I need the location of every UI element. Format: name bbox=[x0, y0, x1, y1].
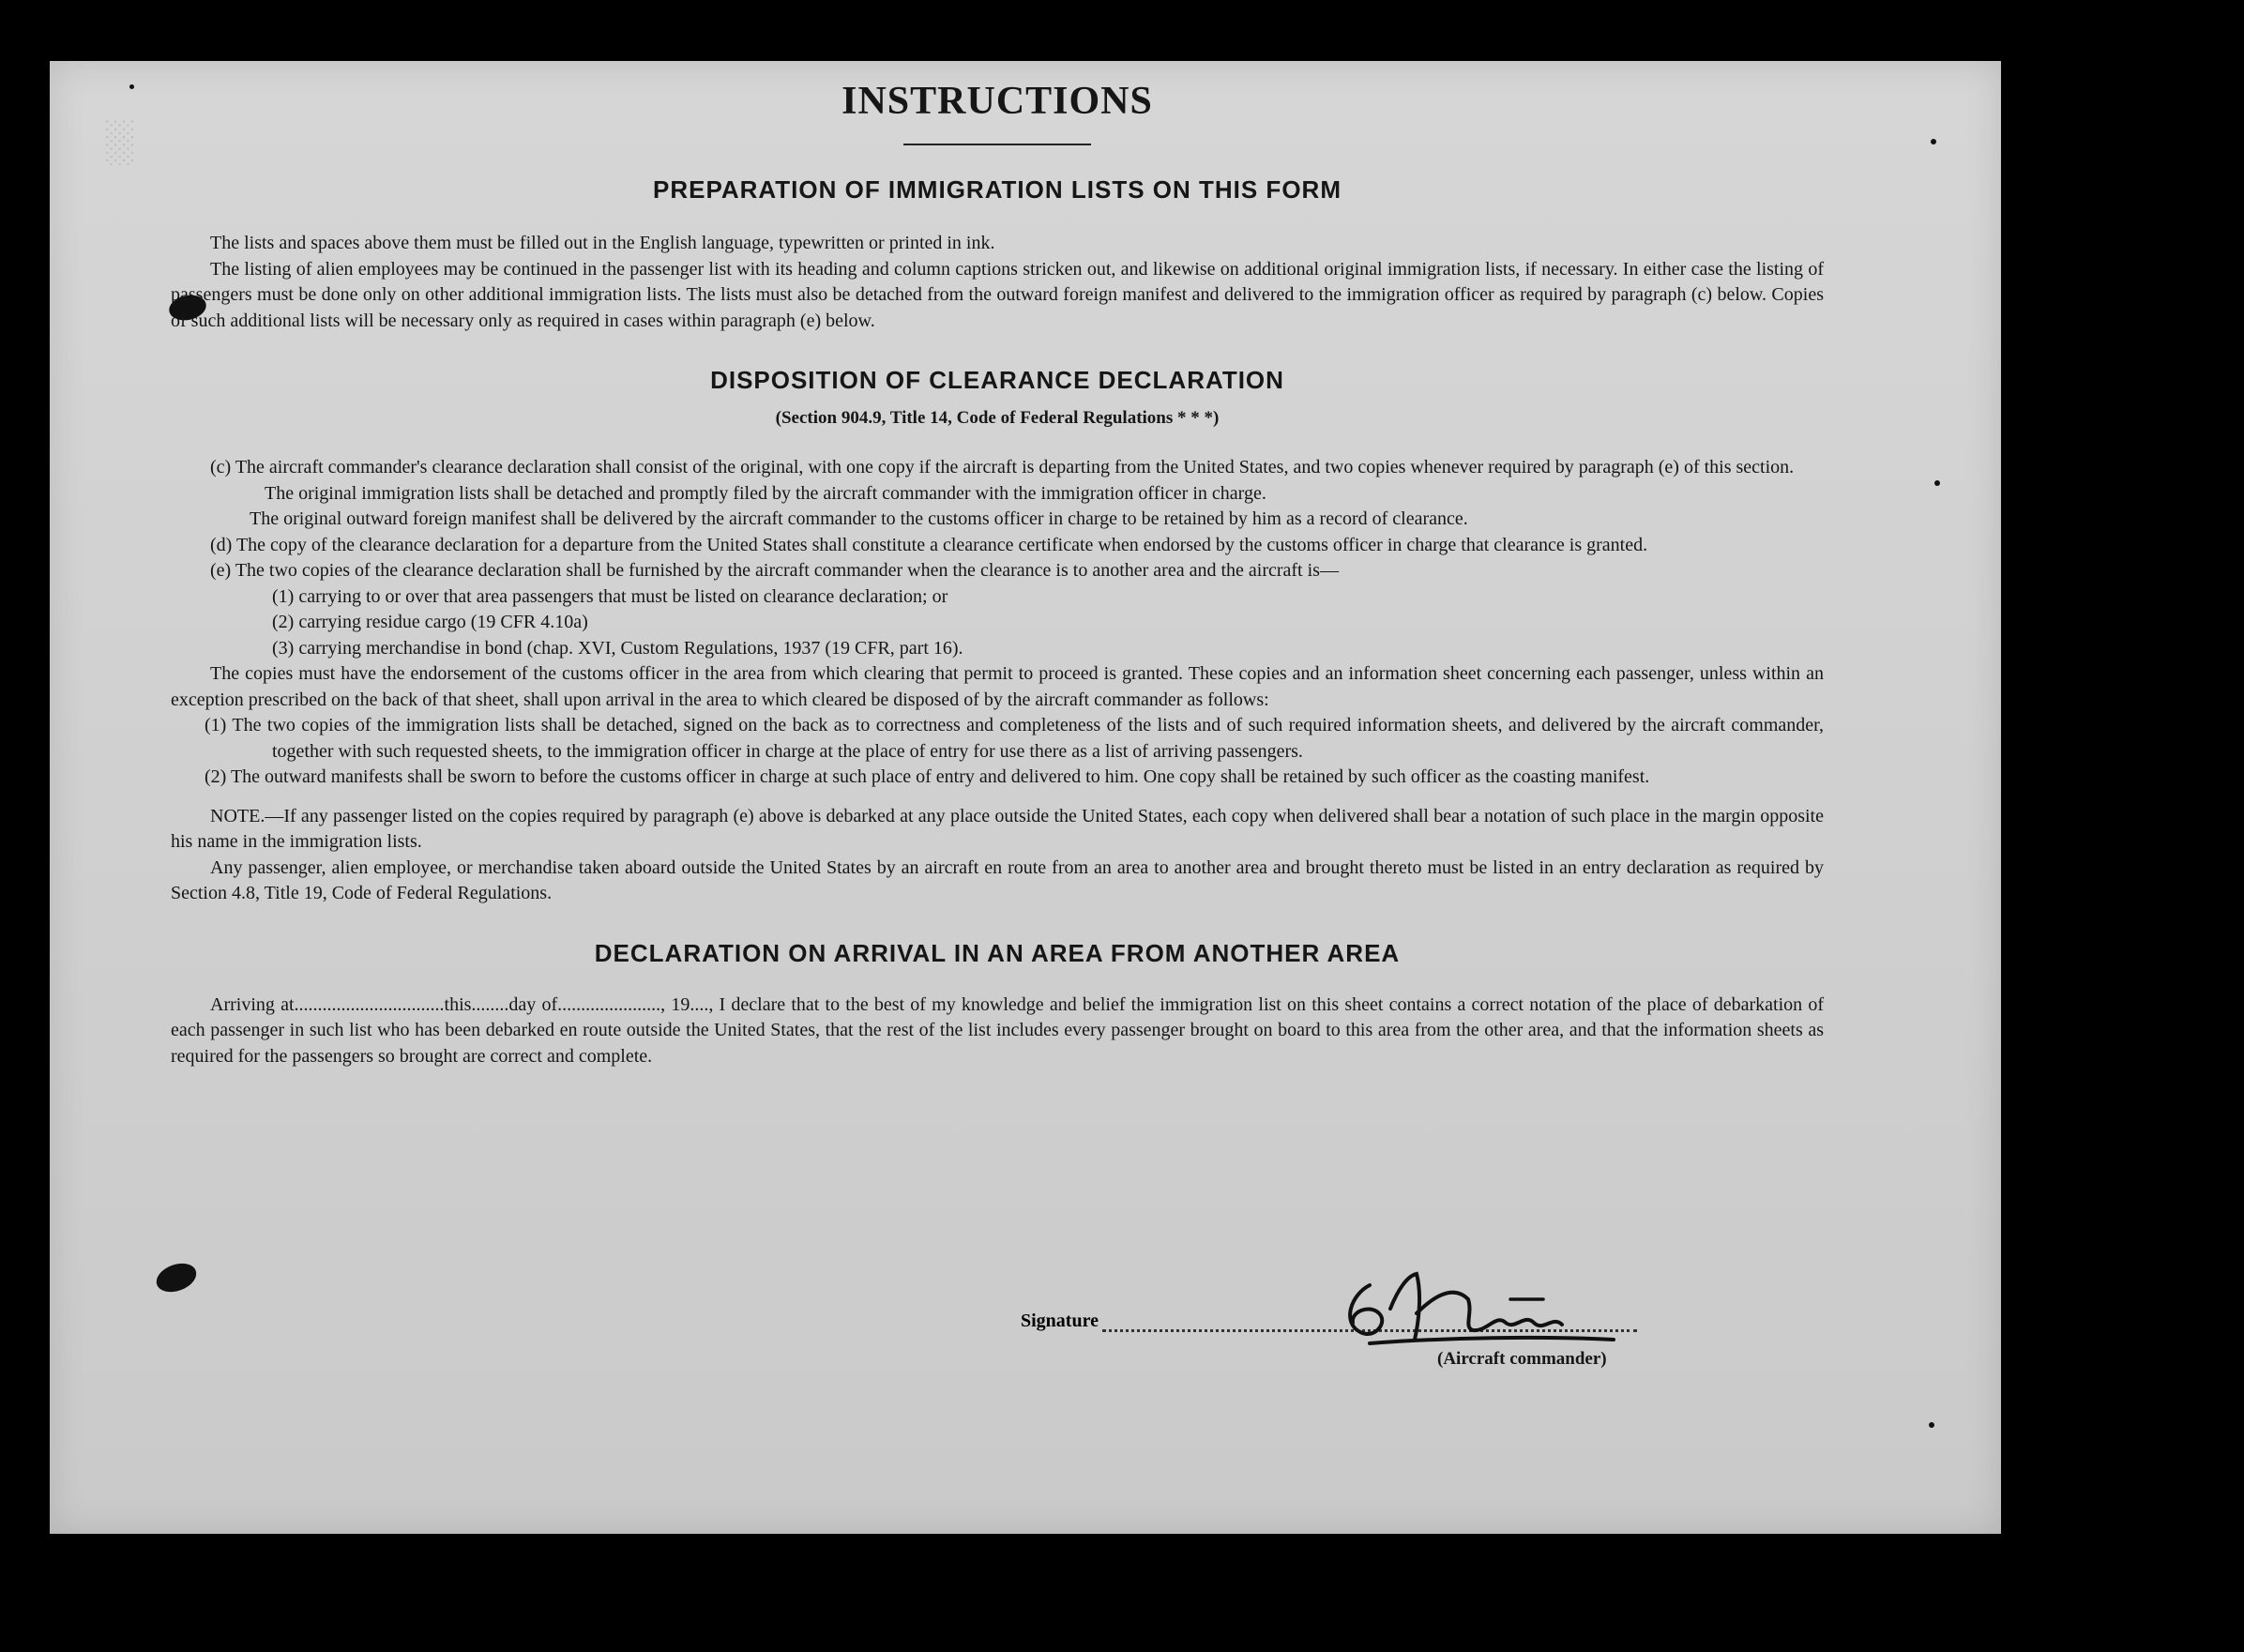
specks bbox=[1929, 1422, 1934, 1428]
paragraph-c: (c) The aircraft commander's clearance declaration shall consist of the original, with one copy if the aircraft is departing from the United States, and two copies whenever required by paragraph (e) of this section. bbox=[210, 457, 1795, 478]
list-item: (2) The outward manifests shall be sworn to before the customs officer in charge at such place of entry and delivered to him. One copy shall be retained by such officer as the coasting manifest. bbox=[205, 766, 1650, 788]
specks bbox=[129, 84, 134, 89]
list-item: (1) carrying to or over that area passengers that must be listed on clearance declaration; or bbox=[272, 585, 948, 607]
paragraph-e: (e) The two copies of the clearance declaration shall be furnished by the aircraft commander when the clearance is to another area and the aircraft is— bbox=[210, 560, 1339, 582]
declaration-paragraph: Arriving at................................this........day of......................, 19...., I declare that to the best of my knowledge and belief the immigration list on this sheet contains a correct notation of the place of debarkation of each passenger in such list who has been debarked en route outside the United States, that the rest of the list includes every passenger brought on board to this area from the other area, and that the information sheets as required for the passengers so brought are correct and complete. bbox=[171, 993, 1824, 1067]
section-heading-declaration: DECLARATION ON ARRIVAL IN AN AREA FROM ANOTHER AREA bbox=[594, 938, 1401, 967]
section-heading-disposition: DISPOSITION OF CLEARANCE DECLARATION bbox=[710, 366, 1284, 395]
note-paragraph: NOTE.—If any passenger listed on the copies required by paragraph (e) above is debarked at any place outside the United States, each copy when delivered shall bear a notation of such place in the margin opposite his name in the immigration lists. bbox=[171, 805, 1824, 853]
section-heading-preparation: PREPARATION OF IMMIGRATION LISTS ON THIS FORM bbox=[653, 175, 1342, 205]
section-citation: (Section 904.9, Title 14, Code of Federal Regulations * * *) bbox=[775, 408, 1220, 429]
list-item: (1) The two copies of the immigration lists shall be detached, signed on the back as to correctness and completeness of the lists and of such required information sheets, and delivered by the aircraft commander, together with such requested sheets, to the immigration officer in charge at the place of entry for use there as a list of arriving passengers. bbox=[205, 715, 1824, 762]
specks bbox=[1931, 139, 1936, 144]
paragraph: The listing of alien employees may be continued in the passenger list with its heading and column captions stricken out, and likewise on additional original immigration lists, if necessary. In either case the listing of passengers must be done only on other additional immigration lists. The lists must also be detached from the outward foreign manifest and delivered to the immigration officer as required by paragraph (c) below. Copies of such additional lists will be necessary only as required in cases within paragraph (e) below. bbox=[171, 258, 1824, 331]
handwritten-signature bbox=[1332, 1257, 1632, 1360]
specks bbox=[1934, 480, 1940, 486]
paragraph-c-2: The original outward foreign manifest shall be delivered by the aircraft commander to the customs officer in charge to be retained by him as a record of clearance. bbox=[250, 508, 1468, 530]
signature-label: Signature bbox=[1021, 1311, 1099, 1331]
paragraph-d: (d) The copy of the clearance declaration for a departure from the United States shall constitute a clearance certificate when endorsed by the customs officer in charge that clearance is granted. bbox=[210, 534, 1648, 555]
list-item: (2) carrying residue cargo (19 CFR 4.10a) bbox=[272, 612, 588, 633]
paragraph-c-1: The original immigration lists shall be detached and promptly filed by the aircraft commander with the immigration officer in charge. bbox=[265, 482, 1266, 504]
paragraph-any-passenger: Any passenger, alien employee, or merchandise taken aboard outside the United States by an aircraft en route from an area to another area and brought thereto must be listed in an entry declaration as required by Section 4.8, Title 19, Code of Federal Regulations. bbox=[171, 856, 1824, 904]
show-through-text: ░ bbox=[106, 118, 136, 164]
instructions-content bbox=[171, 80, 1824, 1069]
title-underline bbox=[903, 144, 1091, 145]
signature-caption: (Aircraft commander) bbox=[1437, 1349, 1607, 1369]
page-title: INSTRUCTIONS bbox=[842, 80, 1153, 123]
paragraph-copies: The copies must have the endorsement of the customs officer in the area from which clearing that permit to proceed is granted. These copies and an information sheet concerning each passenger, unless within an exception prescribed on the back of that sheet, shall upon arrival in the area to which cleared be disposed of by the aircraft commander as follows: bbox=[171, 663, 1824, 710]
list-item: (3) carrying merchandise in bond (chap. XVI, Custom Regulations, 1937 (19 CFR, part 16). bbox=[272, 637, 963, 659]
paragraph: The lists and spaces above them must be filled out in the English language, typewritten or printed in ink. bbox=[210, 233, 995, 254]
